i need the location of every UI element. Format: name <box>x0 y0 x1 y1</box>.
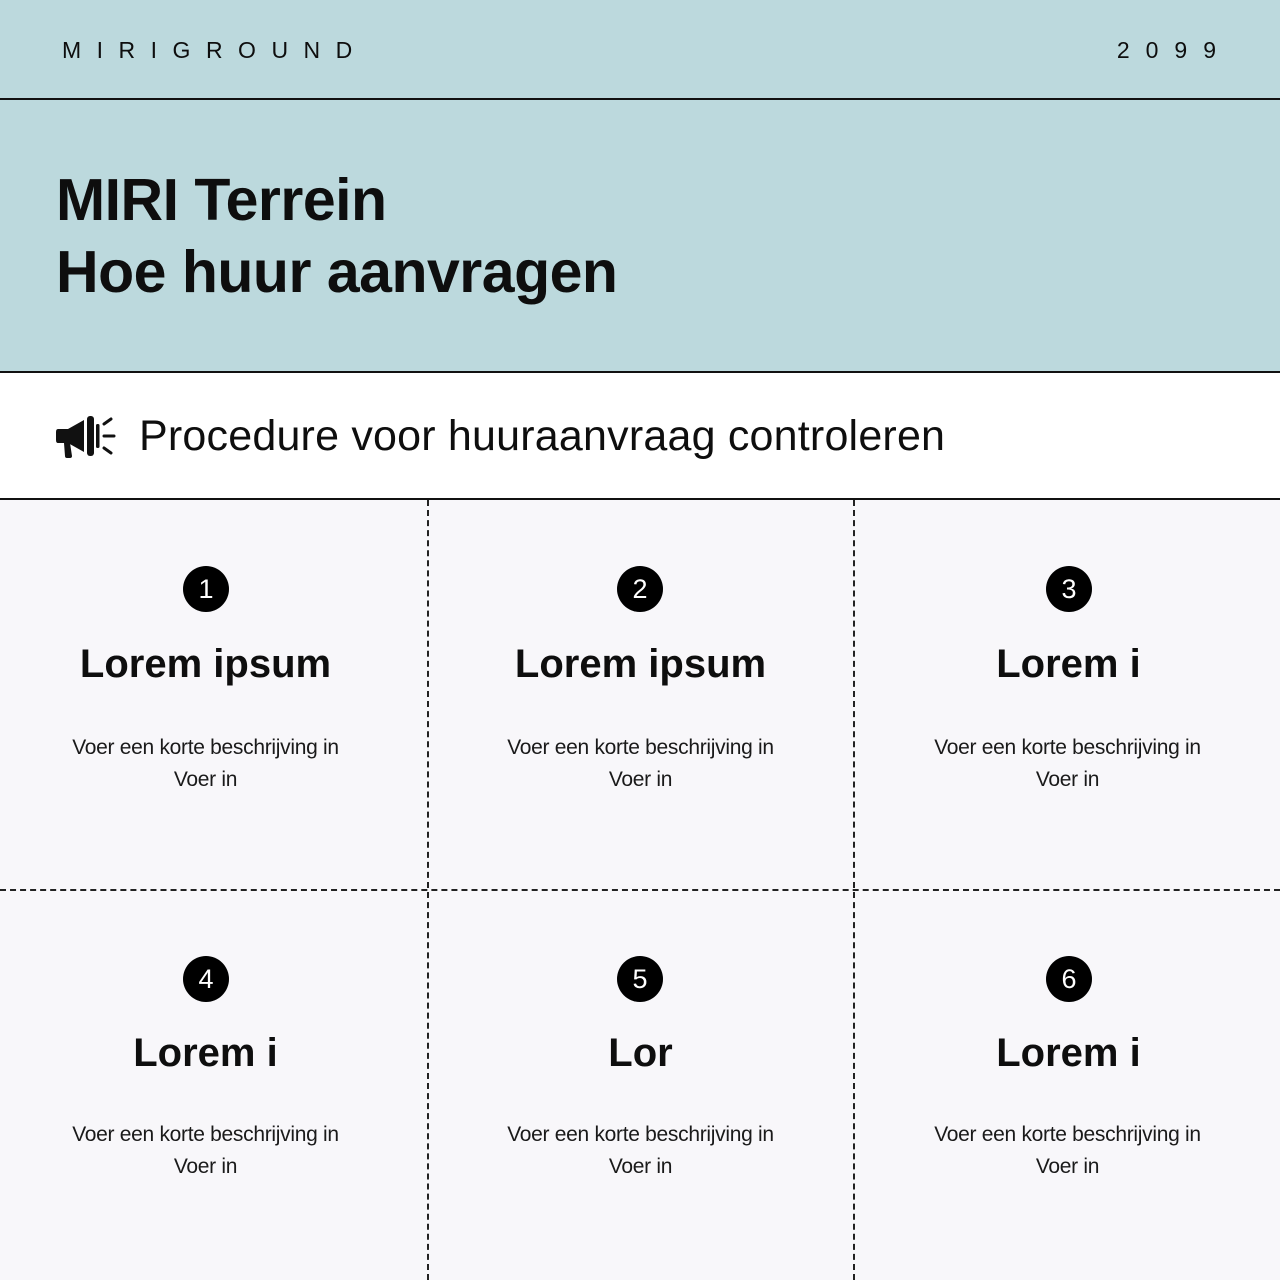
step-description-line-2: Voer in <box>608 1155 673 1178</box>
step-number-badge: 3 <box>1046 566 1092 612</box>
step-number-badge: 2 <box>617 566 663 612</box>
step-description-line-1: Voer een korte beschrijving in <box>507 736 774 759</box>
step-description <box>854 1119 1280 1183</box>
page-title-line-2: Hoe huur aanvragen <box>56 239 618 305</box>
step-title: Lorem i <box>133 1031 278 1075</box>
step-card-4 <box>0 890 427 1279</box>
step-number-badge: 6 <box>1046 956 1092 1002</box>
step-description-line-1: Voer een korte beschrijving in <box>72 1123 339 1146</box>
step-description-line-1: Voer een korte beschrijving in <box>72 736 339 759</box>
megaphone-icon <box>54 414 118 460</box>
hero-banner <box>0 100 1280 373</box>
step-title: Lorem i <box>996 642 1141 686</box>
step-number-badge: 5 <box>617 956 663 1002</box>
step-title: Lorem ipsum <box>79 642 332 686</box>
step-description <box>0 1119 419 1183</box>
step-description <box>427 1119 854 1183</box>
step-description-line-2: Voer in <box>1035 768 1100 791</box>
step-number-badge: 4 <box>183 956 229 1002</box>
step-description-line-1: Voer een korte beschrijving in <box>934 1123 1201 1146</box>
step-title: Lorem i <box>996 1031 1141 1075</box>
step-title: Lor <box>608 1031 673 1075</box>
step-card-5 <box>427 890 854 1279</box>
step-card-2 <box>427 500 854 889</box>
page-title <box>56 164 617 308</box>
step-number-badge: 1 <box>183 566 229 612</box>
section-title: Procedure voor huuraanvraag controleren <box>139 412 946 460</box>
step-description-line-2: Voer in <box>173 768 238 791</box>
steps-grid <box>0 500 1280 1280</box>
step-description <box>427 732 854 796</box>
section-header <box>0 373 1280 500</box>
top-bar <box>0 0 1280 100</box>
step-description-line-1: Voer een korte beschrijving in <box>507 1123 774 1146</box>
step-title: Lorem ipsum <box>514 642 767 686</box>
step-description-line-2: Voer in <box>608 768 673 791</box>
step-description-line-2: Voer in <box>1035 1155 1100 1178</box>
step-card-1 <box>0 500 427 889</box>
step-description-line-1: Voer een korte beschrijving in <box>934 736 1201 759</box>
step-card-6 <box>853 890 1280 1279</box>
year-label: 2099 <box>1116 37 1232 63</box>
brand-name: MIRIGROUND <box>62 37 368 63</box>
step-description-line-2: Voer in <box>173 1155 238 1178</box>
step-description <box>0 732 419 796</box>
step-card-3 <box>853 500 1280 889</box>
page-title-line-1: MIRI Terrein <box>56 167 387 233</box>
step-description <box>854 732 1280 796</box>
